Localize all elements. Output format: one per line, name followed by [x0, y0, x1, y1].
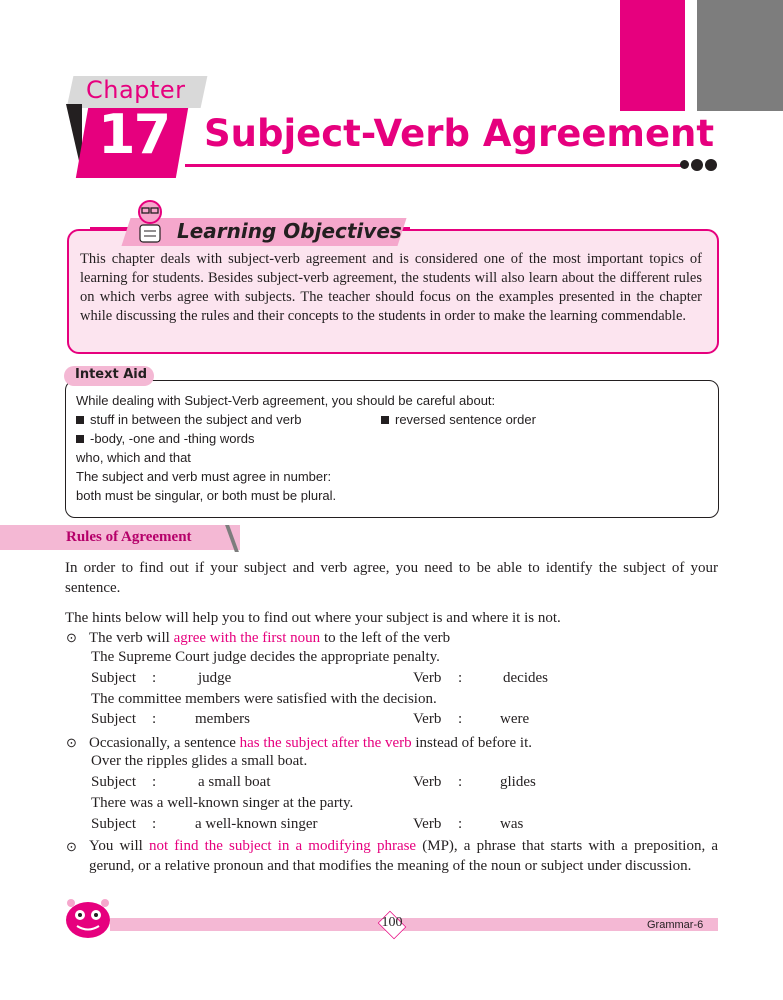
rules-paragraph: The hints below will help you to find out where your subject is and where it is not. [65, 610, 561, 626]
colon: : [458, 774, 463, 790]
footer-bar [110, 918, 718, 931]
rule-item: You will not find the subject in a modifying phrase (MP), a phrase that starts with a preposition, a gerund, or a relative pronoun and that modifies the meaning of the noun or subject under discussion. [89, 838, 718, 874]
colon: : [458, 816, 463, 832]
verb-value: decides [503, 670, 548, 686]
example-sentence: There was a well-known singer at the party. [91, 795, 354, 811]
subject-value: a small boat [198, 774, 271, 790]
intext-aid-intro: While dealing with Subject-Verb agreement, you should be careful about: [76, 393, 496, 408]
dot-ornament [680, 160, 689, 169]
colon: : [152, 774, 157, 790]
subject-label: Subject [91, 774, 136, 790]
intext-aid-item: stuff in between the subject and verb [76, 412, 302, 427]
verb-value: glides [500, 774, 536, 790]
title-underline [185, 164, 685, 167]
intext-aid-item: reversed sentence order [381, 412, 536, 427]
student-mascot-icon [132, 198, 168, 246]
verb-value: was [500, 816, 524, 832]
rule-item: Occasionally, a sentence has the subject after the verb instead of before it. [89, 735, 533, 751]
intext-aid-item: -body, -one and -thing words [76, 431, 255, 446]
colon: : [152, 670, 157, 686]
colon: : [458, 670, 463, 686]
colon: : [152, 711, 157, 727]
verb-label: Verb [413, 670, 442, 686]
verb-value: were [500, 711, 530, 727]
corner-block-pink [620, 0, 685, 111]
intext-aid-line: both must be singular, or both must be plural. [76, 488, 337, 503]
square-bullet-icon [76, 435, 84, 443]
circle-bullet-icon: ⊙ [66, 735, 77, 750]
example-sentence: The committee members were satisfied with the decision. [91, 691, 437, 707]
circle-bullet-icon: ⊙ [66, 630, 77, 645]
learning-objectives-heading: Learning Objectives [177, 219, 402, 243]
subject-value: judge [198, 670, 232, 686]
square-bullet-icon [76, 416, 84, 424]
page-number: 100 [381, 915, 403, 930]
intext-aid-line: The subject and verb must agree in number: [76, 469, 332, 484]
subject-label: Subject [91, 670, 136, 686]
square-bullet-icon [381, 416, 389, 424]
learning-objectives-text: This chapter deals with subject-verb agreement and is considered one of the most important topics of learning for students. Besides subject-verb agreement, the students will also learn about the different rules on which verbs agree with subjects. The teacher should focus on the examples presented in the chapter while discussing the rules and their concepts to the students in order to make the learning commendable. [80, 251, 702, 324]
verb-label: Verb [413, 711, 442, 727]
subject-label: Subject [91, 711, 136, 727]
rules-heading: Rules of Agreement [66, 529, 192, 545]
intext-aid-heading: Intext Aid [75, 367, 148, 382]
dot-ornament [705, 159, 717, 171]
colon: : [152, 816, 157, 832]
verb-label: Verb [413, 774, 442, 790]
example-sentence: Over the ripples glides a small boat. [91, 753, 308, 769]
page-title: Subject-Verb Agreement [204, 112, 715, 155]
chapter-number: 17 [98, 103, 170, 166]
rules-paragraph: In order to find out if your subject and verb agree, you need to be able to identify the subject of your sentence. [65, 560, 718, 596]
corner-block-gray [697, 0, 783, 111]
rule-item: The verb will agree with the first noun to the left of the verb [89, 630, 451, 646]
monster-mascot-icon [62, 895, 114, 941]
book-name: Grammar-6 [647, 919, 704, 931]
subject-value: members [195, 711, 250, 727]
colon: : [458, 711, 463, 727]
intext-aid-line: who, which and that [76, 450, 191, 465]
example-sentence: The Supreme Court judge decides the appropriate penalty. [91, 649, 440, 665]
chapter-label: Chapter [86, 76, 186, 104]
verb-label: Verb [413, 816, 442, 832]
dot-ornament [691, 159, 703, 171]
circle-bullet-icon: ⊙ [66, 839, 77, 854]
subject-value: a well-known singer [195, 816, 318, 832]
subject-label: Subject [91, 816, 136, 832]
